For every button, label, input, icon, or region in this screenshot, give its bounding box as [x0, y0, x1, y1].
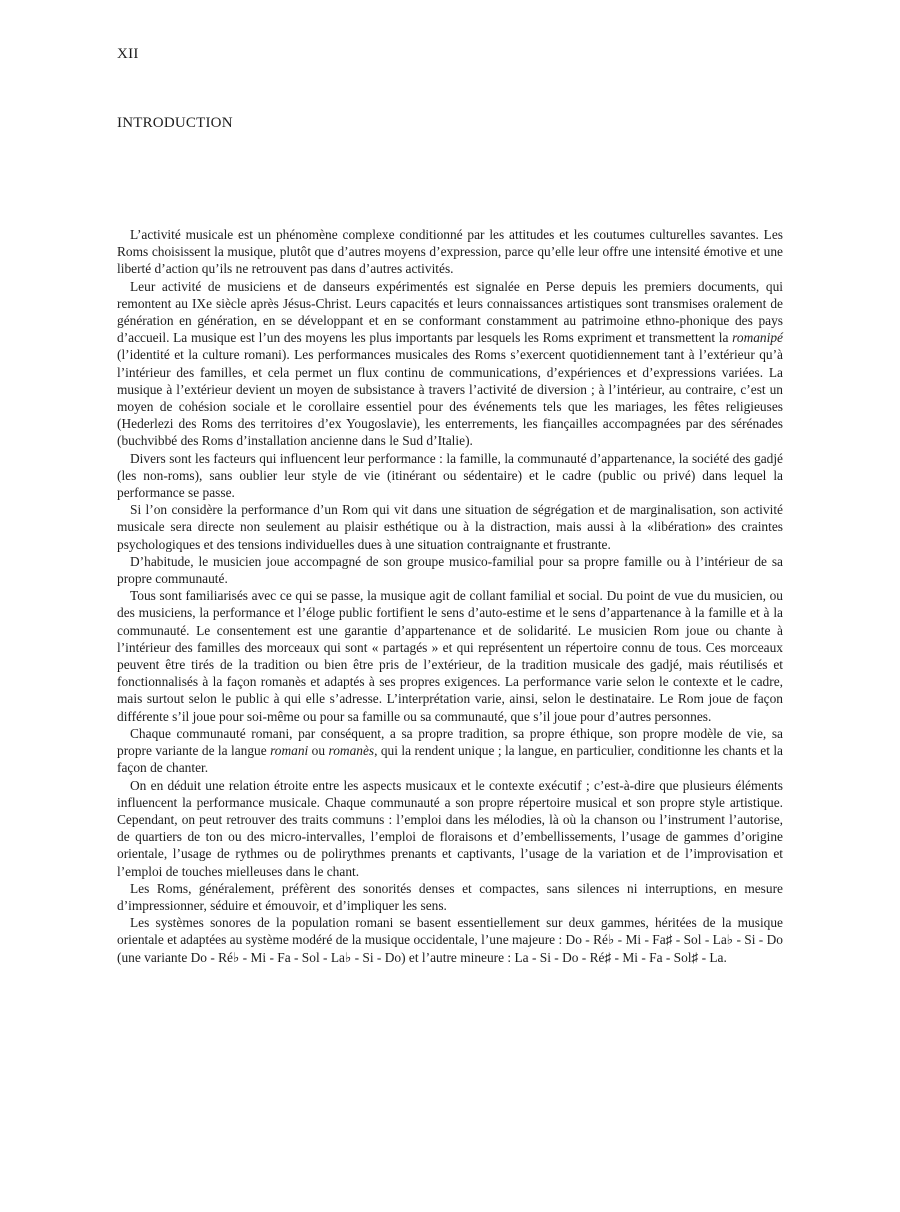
- paragraph-10: Les systèmes sonores de la population romani se basent essentiellement sur deux gammes, héritées de la musique orientale et adaptées au système modéré de la musique occidentale, l’une majeure : Do - Ré♭ - Mi - Fa♯ - Sol - La♭ - Si - Do (une variante Do - Ré♭ - Mi - Fa - Sol - La♭ - Si - Do) et l’autre mineure : La - Si - Do - Ré♯ - Mi - Fa - Sol♯ - La.: [117, 915, 783, 965]
- paragraph-7-part-2: ou: [308, 743, 329, 759]
- paragraph-2: [117, 278, 783, 450]
- paragraph-4: Si l’on considère la performance d’un Rom qui vit dans une situation de ségrégation et de marginalisation, son activité musicale sera directe non seulement au plaisir esthétique ou à la distraction, mais aussi à la «libération» des craintes psychologiques et des tensions individuelles dues à une situation contraignante et frustrante.: [117, 502, 783, 552]
- paragraph-2-part-2: (l’identité et la culture romani). Les performances musicales des Roms s’exercent quotidiennement tant à l’extérieur qu’à l’intérieur des familles, et cela permet un flux continu de communications, d’expériences et d’expressions variées. La musique à l’extérieur devient un moyen de subsistance à travers l’activité de diversion ; à l’intérieur, au contraire, c’est un moyen de cohésion sociale et le corollaire essentiel pour des événements tels que les mariages, les fêtes religieuses (Hederlezi des Roms des territoires d’ex Yougoslavie), les enterrements, les fiançailles accompagnées par des sérénades (buchvibbé des Roms d’installation ancienne dans le Sud d’Italie).: [117, 347, 783, 449]
- running-head: INTRODUCTION: [117, 115, 233, 131]
- paragraph-7: [117, 725, 783, 777]
- paragraph-7-part-1: Chaque communauté romani, par conséquent, a sa propre tradition, sa propre éthique, son propre modèle de vie, sa propre variante de la langue: [117, 725, 783, 759]
- term-romanes: romanès: [328, 743, 375, 759]
- paragraph-8: On en déduit une relation étroite entre les aspects musicaux et le contexte exécutif ; c’est-à-dire que plusieurs éléments influencent la performance musicale. Chaque communauté a son propre répertoire musical et son propre style artistique. Cependant, on peut retrouver des traits communs : l’emploi dans les mélodies, là où la chanson ou l’instrument l’autorise, de quartiers de ton ou des micro-intervalles, l’emploi de floraisons et d’embellissements, l’usage de gammes d’origine orientale, l’usage de rythmes ou de polirythmes prenants et captivants, l’usage de la variation et de l’improvisation et l’emploi de touches mielleuses dans le chant.: [117, 777, 783, 879]
- page-number: XII: [117, 46, 139, 62]
- paragraph-3: Divers sont les facteurs qui influencent leur performance : la famille, la communauté d’appartenance, la société des gadjé (les non-roms), sans oublier leur style de vie (itinérant ou sédentaire) et le cadre (public ou privé) dans lequel la performance se passe.: [117, 450, 783, 501]
- paragraph-2-part-1: Leur activité de musiciens et de danseurs expérimentés est signalée en Perse depuis les premiers documents, qui remontent au IXe siècle après Jésus-Christ. Leurs capacités et leurs connaissances artistiques sont transmises oralement de génération en génération, en se développant et en se conformant constamment au patrimoine ethno-phonique des pays d’accueil. La musique est l’un des moyens les plus importants par lesquels les Roms expriment et transmettent la: [117, 278, 783, 346]
- paragraph-1: L’activité musicale est un phénomène complexe conditionné par les attitudes et les coutumes culturelles savantes. Les Roms choisissent la musique, plutôt que d’autres moyens d’expression, parce qu’elle leur offre une intensité émotive et une liberté d’action qu’ils ne retrouvent pas dans d’autres activités.: [117, 227, 783, 277]
- body-text: [117, 226, 783, 966]
- term-romani: romani: [270, 743, 309, 759]
- paragraph-7-part-3: , qui la rendent unique ; la langue, en particulier, conditionne les chants et la façon de chanter.: [117, 743, 783, 776]
- paragraph-5: D’habitude, le musicien joue accompagné de son groupe musico-familial pour sa propre famille ou à l’intérieur de sa propre communauté.: [117, 553, 783, 587]
- term-romanipe: romanipé: [732, 330, 783, 346]
- paragraph-9: Les Roms, généralement, préfèrent des sonorités denses et compactes, sans silences ni interruptions, en mesure d’impressionner, séduire et émouvoir, et d’impliquer les sens.: [117, 880, 783, 913]
- paragraph-6: Tous sont familiarisés avec ce qui se passe, la musique agit de collant familial et social. Du point de vue du musicien, ou des musiciens, la performance et l’éloge public fortifient le sens d’auto-estime et le sens d’appartenance à la famille et à la communauté. Le consentement est une garantie d’appartenance et de solidarité. Le musicien Rom joue ou chante à l’intérieur des familles des morceaux qui sont « partagés » et qui représentent un répertoire connu de tous. Ces morceaux peuvent être tirés de la tradition ou bien être pris de l’extérieur, de la tradition musicale des gadjé, mais réutilisés et fonctionnalisés à la façon romanès et adaptés à ses propres exigences. La performance varie selon le contexte et le cadre, mais surtout selon le public à qui elle s’adresse. L’interprétation varie, ainsi, selon le destinataire. Le Rom joue de façon différente s’il joue pour soi-même ou pour sa famille ou sa communauté, que s’il joue pour d’autres personnes.: [117, 588, 783, 724]
